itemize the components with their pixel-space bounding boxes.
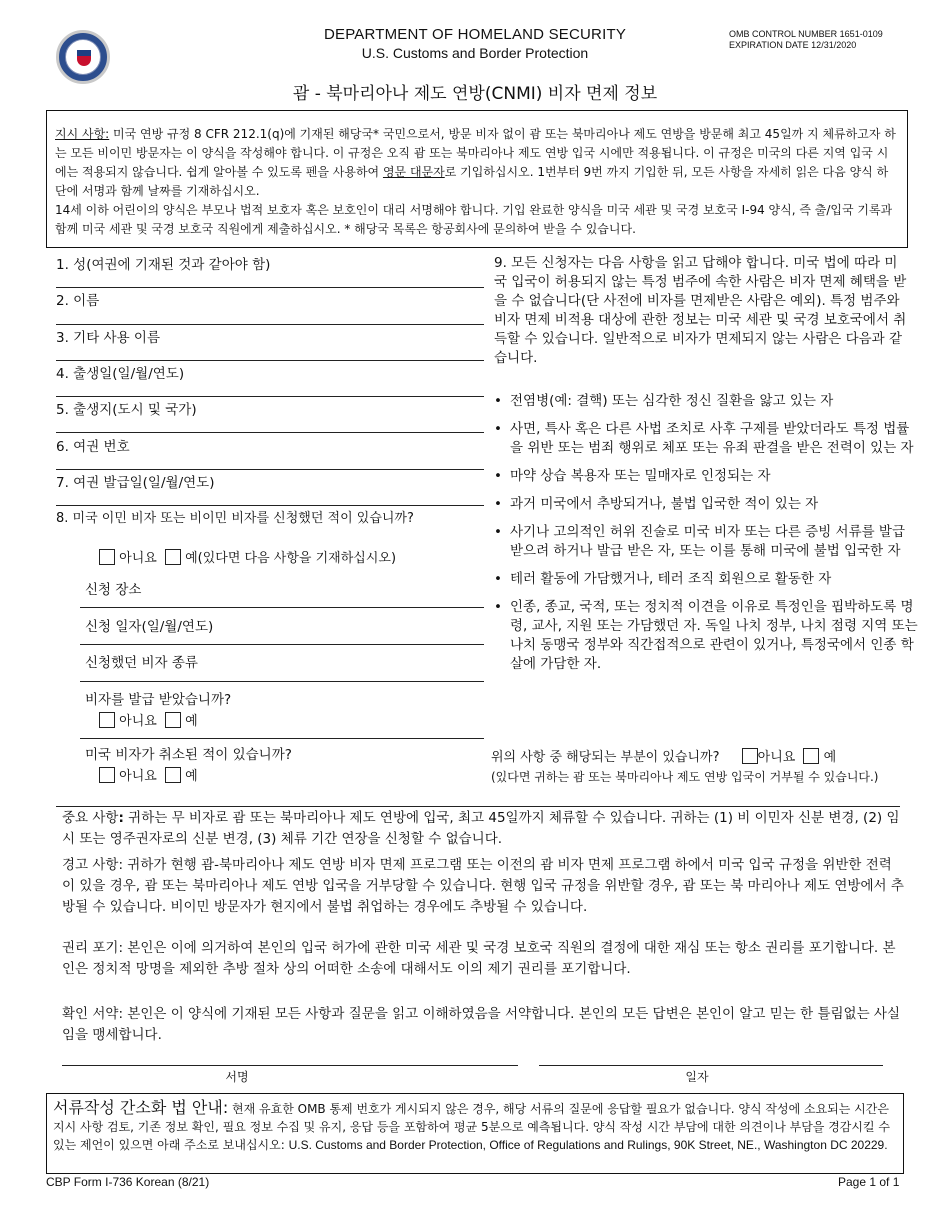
q9-bullet-item: • 인종, 종교, 국적, 또는 정치적 이견을 이유로 특정인을 핍박하도록 명령, 교사, 지원 또는 가담했던 자. 독일 나치 정부, 나치 점령 지역 또는 나치 동맹국 정부와 직간접적으로 관련이 있거나, 특정국에서 인종 학살에 가담한 자. <box>494 598 918 674</box>
expiration-date: EXPIRATION DATE 12/31/2020 <box>729 40 857 50</box>
section-divider <box>56 806 900 807</box>
passport-number-input-line[interactable] <box>56 469 484 470</box>
field-surname: 1. 성(여권에 기재된 것과 같아야 함) <box>56 257 271 273</box>
visa-issued-yes-checkbox[interactable] <box>165 712 181 728</box>
dhs-seal-icon <box>56 30 110 84</box>
instructions-label: 지시 사항: <box>55 127 110 141</box>
field-birth-date: 4. 출생일(일/월/연도) <box>56 366 185 382</box>
seal-inner <box>65 39 101 75</box>
signature-label: 서명 <box>225 1070 249 1084</box>
form-title: 괌 - 북마리아나 제도 연방(CNMI) 비자 면제 정보 <box>292 84 658 104</box>
signature-input-line[interactable] <box>62 1065 518 1066</box>
q9-note: (있다면 귀하는 괌 또는 북마리아나 제도 연방 입국이 거부될 수 있습니다.) <box>491 770 879 784</box>
q9-yes-label: 예 <box>823 750 837 765</box>
q9-intro: 9. 모든 신청자는 다음 사항을 읽고 답해야 합니다. 미국 법에 따라 미국 입국이 허용되지 않는 특정 범주에 속한 사람은 비자 면제 혜택을 받을 수 없습니다(단 사전에 비자를 면제받은 사람은 예외). 특정 범주와 비자 면제 비적용 대상에 관한 정보는 미국 세관 및 국경 보호국에서 취득할 수 있습니다. 일반적으로 비자가 면제되지 않는 사람은 다음과 같습니다. <box>494 255 907 366</box>
date-input-line[interactable] <box>539 1065 883 1066</box>
instructions-text-2: 로 기입하십시오. 1번부터 9번 까지 기입한 뒤, 모든 사항을 자세히 읽은 다음 양식 하단에 서명과 함께 날짜를 기재하십시오. <box>55 165 889 198</box>
passport-issue-date-input-line[interactable] <box>56 505 484 506</box>
seal-shield-icon <box>77 50 91 66</box>
q9-bullet-item: • 과거 미국에서 추방되거나, 불법 입국한 적이 있는 자 <box>494 495 918 514</box>
q9-no-label: 아니요 <box>757 750 796 765</box>
q9-answer-row <box>491 746 911 765</box>
q8-options <box>99 547 396 566</box>
field-visa-revoked: 미국 비자가 취소된 적이 있습니까? <box>85 747 292 763</box>
birth-place-input-line[interactable] <box>56 432 484 433</box>
omb-info <box>729 29 883 51</box>
paperwork-reduction-box <box>46 1093 904 1174</box>
visa-issued-options <box>99 710 198 729</box>
waiver-notice: 권리 포기: 본인은 이에 의거하여 본인의 입국 허가에 관한 미국 세관 및 국경 보호국 직원의 결정에 대한 재심 또는 항소 권리를 포기합니다. 본인은 정치적 망명을 제외한 추방 절차 상의 어떠한 소송에 대해서도 이의 제기 권리를 포기합니다. <box>62 940 896 977</box>
visa-revoked-no-label: 아니요 <box>119 769 157 784</box>
q8-no-label: 아니요 <box>119 551 157 566</box>
form-number: CBP Form I-736 Korean (8/21) <box>46 1175 210 1189</box>
field-passport-issue-date: 7. 여권 발급일(일/월/연도) <box>56 475 215 491</box>
certification-notice: 확인 서약: 본인은 이 양식에 기재된 모든 사항과 질문을 읽고 이해하였음을 서약합니다. 본인의 모든 답변은 본인이 알고 믿는 한 틀림없는 사실임을 맹세합니다. <box>62 1006 900 1043</box>
q9-no-checkbox[interactable] <box>742 748 758 764</box>
visa-revoked-no-checkbox[interactable] <box>99 767 115 783</box>
q8-yes-checkbox[interactable] <box>165 549 181 565</box>
visa-type-input-line[interactable] <box>80 681 484 682</box>
visa-issued-yes-label: 예 <box>185 714 198 729</box>
instructions-text-1: 미국 연방 규정 8 CFR 212.1(q)에 기재된 해당국* 국민으로서, 방문 비자 없이 괌 또는 북마리아나 제도 연방을 방문해 최고 45일까 지 체류하고자 하는 모든 비이민 방문자는 이 양식을 작성해야 합니다. 이 규정은 오직 괌 또는 북마리아나 제도 연방 입국 시에만 적용됩니다. 이 규정은 미국의 다른 지역 입국 시에는 적용되지 않습니다. 쉽게 알아볼 수 있도록 펜을 사용하여 <box>55 127 896 179</box>
visa-issued-divider <box>80 738 484 739</box>
field-passport-number: 6. 여권 번호 <box>56 439 130 455</box>
birth-date-input-line[interactable] <box>56 396 484 397</box>
application-date-input-line[interactable] <box>80 644 484 645</box>
visa-issued-no-label: 아니요 <box>119 714 157 729</box>
field-application-place: 신청 장소 <box>85 582 142 598</box>
field-other-names: 3. 기타 사용 이름 <box>56 330 160 346</box>
pra-title: 서류작성 간소화 법 안내: <box>53 1098 229 1117</box>
department-name: DEPARTMENT OF HOMELAND SECURITY <box>323 26 627 43</box>
field-given-name: 2. 이름 <box>56 293 100 309</box>
warning-notice: 경고 사항: 귀하가 현행 괌-북마리아나 제도 연방 비자 면제 프로그램 또는 이전의 괌 비자 면제 프로그램 하에서 미국 입국 규정을 위반한 전력이 있을 경우, 괌 또는 북마리아나 제도 연방 입국을 거부당할 수 있습니다. 현행 입국 규정을 위반할 경우, 괌 또는 북 마리아나 제도 연방에서 추방될 수 있습니다. 비이민 방문자가 현지에서 불법 취업하는 경우에도 추방될 수 있습니다. <box>62 857 904 915</box>
pra-text: 현재 유효한 OMB 통제 번호가 게시되지 않은 경우, 해당 서류의 질문에 응답할 필요가 없습니다. 양식 작성에 소요되는 시간은 지시 사항 검토, 기존 정보 확인, 필요 정보 수집 및 유지, 응답 등을 포함하여 평균 5분으로 예측됩니다. 양식 작성 시간 부담에 대한 의견이나 부담을 경감시킬 수 있는 제언이 있으면 아래 주소로 보내십시오: <box>53 1102 890 1152</box>
q9-yes-checkbox[interactable] <box>803 748 819 764</box>
instructions-underline: 영문 대문자 <box>382 165 445 179</box>
instructions-box <box>46 110 908 248</box>
important-label: 중요 사항 <box>62 810 119 826</box>
field-visa-issued: 비자를 발급 받았습니까? <box>85 692 232 708</box>
field-q8-visa-applied: 8. 미국 이민 비자 또는 비이민 비자를 신청했던 적이 있습니까? <box>56 511 414 526</box>
visa-revoked-yes-label: 예 <box>185 769 198 784</box>
page-number: Page 1 of 1 <box>838 1175 900 1189</box>
important-text: 귀하는 무 비자로 괌 또는 북마리아나 제도 연방에 입국, 최고 45일까지 체류할 수 있습니다. 귀하는 (1) 비 이민자 신분 변경, (2) 임시 또는 영주권자로의 신분 변경, (3) 체류 기간 연장을 신청할 수 없습니다. <box>62 810 900 847</box>
field-birth-place: 5. 출생지(도시 및 국가) <box>56 402 197 418</box>
instructions-text-3: 14세 이하 어린이의 양식은 부모나 법적 보호자 혹은 보호인이 대리 서명해야 합니다. 기입 완료한 양식을 미국 세관 및 국경 보호국 I-94 양식, 즉 출/입국 기록과 함께 미국 세관 및 국경 보호국 직원에게 제출하십시오. * 해당국 목록은 항공회사에 문의하여 받을 수 있습니다. <box>55 203 893 236</box>
field-application-date: 신청 일자(일/월/연도) <box>85 619 214 635</box>
surname-input-line[interactable] <box>56 287 484 288</box>
application-place-input-line[interactable] <box>80 607 484 608</box>
q9-question: 위의 사항 중 해당되는 부분이 있습니까? <box>491 750 720 765</box>
field-visa-type: 신청했던 비자 종류 <box>85 655 198 671</box>
agency-name: U.S. Customs and Border Protection <box>361 45 589 61</box>
omb-control-number: OMB CONTROL NUMBER 1651-0109 <box>729 29 883 39</box>
visa-revoked-yes-checkbox[interactable] <box>165 767 181 783</box>
q9-bullet-item: • 테러 활동에 가담했거나, 테러 조직 회원으로 활동한 자 <box>494 570 918 589</box>
q8-no-checkbox[interactable] <box>99 549 115 565</box>
q9-bullet-list <box>494 392 918 683</box>
department-header <box>270 26 680 61</box>
pra-address: U.S. Customs and Border Protection, Office of Regulations and Rulings, 90K Street, NE., Washington DC 20229. <box>288 1138 888 1152</box>
other-names-input-line[interactable] <box>56 360 484 361</box>
visa-issued-no-checkbox[interactable] <box>99 712 115 728</box>
given-name-input-line[interactable] <box>56 324 484 325</box>
q9-bullet-item: • 마약 상습 복용자 또는 밀매자로 인정되는 자 <box>494 467 918 486</box>
important-notice: 중요 사항: 귀하는 무 비자로 괌 또는 북마리아나 제도 연방에 입국, 최고 45일까지 체류할 수 있습니다. 귀하는 (1) 비 이민자 신분 변경, (2) 임시 또는 영주권자로의 신분 변경, (3) 체류 기간 연장을 신청할 수 없습니다. <box>62 810 900 847</box>
q9-bullet-item: • 사면, 특사 혹은 다른 사법 조치로 사후 구제를 받았더라도 특정 법률을 위반 또는 범죄 행위로 체포 또는 유죄 판결을 받은 전력이 있는 자 <box>494 420 918 458</box>
visa-revoked-options <box>99 765 198 784</box>
q8-yes-label: 예(있다면 다음 사항을 기재하십시오) <box>185 551 397 566</box>
q9-bullet-item: • 전염병(예: 결핵) 또는 심각한 정신 질환을 앓고 있는 자 <box>494 392 918 411</box>
date-label: 일자 <box>685 1070 709 1084</box>
q9-bullet-item: • 사기나 고의적인 허위 진술로 미국 비자 또는 다른 증빙 서류를 발급 받으려 하거나 발급 받은 자, 또는 이를 통해 미국에 불법 입국한 자 <box>494 523 918 561</box>
